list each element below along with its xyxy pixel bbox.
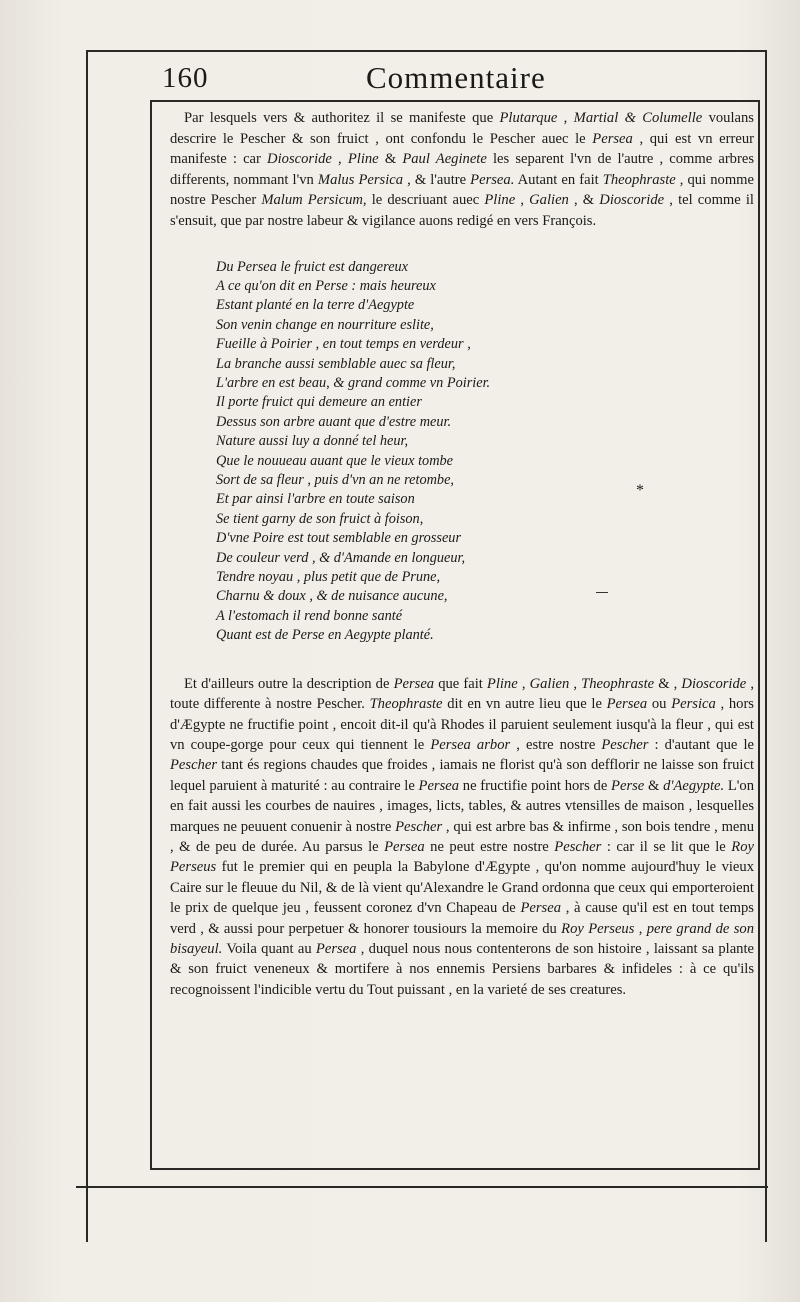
paragraph-2-italic: Roy Perseus (170, 838, 754, 876)
header-rule (150, 100, 760, 102)
paragraph-1-italic: Paul Aeginete (402, 151, 487, 168)
paragraph-1-italic: Dioscoride (267, 151, 332, 168)
paragraph-2-italic: Perse (611, 777, 645, 794)
poem-line: Quant est de Perse en Aegypte planté. (216, 627, 434, 644)
paragraph-2-italic: Persea (418, 777, 460, 794)
paragraph-2-italic: Galien (529, 675, 570, 692)
running-head: Commentaire (366, 60, 546, 95)
paragraph-1-italic: Pline (484, 192, 516, 209)
poem-line: Tendre noyau , plus petit que de Prune, (216, 569, 441, 586)
paragraph-2-italic: Persea arbor (430, 736, 511, 753)
paragraph-2-italic: Persica (671, 696, 716, 713)
poem-line: Son venin change en nourriture eslite, (216, 316, 434, 333)
inner-frame-bottom (150, 1168, 760, 1170)
paragraph-1-italic: Martial & Columelle (573, 110, 703, 126)
poem-line: Dessus son arbre auant que d'estre meur. (216, 413, 452, 430)
inner-frame-left (150, 100, 152, 1170)
paragraph-2-italic: d'Aegypte. (663, 777, 725, 794)
paragraph-1: Par lesquels vers & authoritez il se manifeste que Plutarque , Martial & Columelle voulans descrire le Pescher & son fruict , ont confondu le Pescher auec le Persea , qui est vn erreur manifeste : car Dioscoride , Pline & Paul Aeginete les separent l'vn de l'autre , comme arbres differents, nommant l'vn Malus Persica , & l'autre Persea. Autant en fait Theophraste , qui nomme nostre Pescher Malum Persicum, le descriuant auec Pline , Galien , & Dioscoride , tel comme il s'ensuit, que par nostre labeur & vigilance auons redigé en vers François. (170, 110, 755, 229)
poem-line: La branche aussi semblable auec sa fleur, (216, 355, 456, 372)
paragraph-2-italic: Persea (606, 696, 648, 713)
poem-line: Estant planté en la terre d'Aegypte (216, 297, 415, 314)
poem-line: Se tient garny de son fruict à foison, (216, 510, 424, 527)
outer-frame-bottom (76, 1186, 768, 1188)
paragraph-1-italic: Persea (592, 130, 633, 147)
page-header (150, 58, 760, 100)
poem-block (216, 258, 754, 646)
poem-line: D'vne Poire est tout semblable en grosseur (216, 530, 462, 547)
inner-frame-right (758, 100, 760, 1170)
poem-line: Il porte fruict qui demeure an entier (216, 394, 422, 411)
paragraph-1-italic: Malus Persica (317, 171, 404, 188)
paragraph-2-italic: Persea (315, 940, 357, 957)
paragraph-1-italic: Plutarque (499, 110, 558, 126)
paragraph-2-italic: Pescher (395, 818, 443, 835)
paragraph-2-italic: Persea (393, 675, 435, 692)
outer-frame-left (86, 50, 88, 1242)
paragraph-2-italic: Pescher (601, 736, 649, 753)
poem-line: Que le nouueau auant que le vieux tombe (216, 452, 454, 469)
poem-line: Et par ainsi l'arbre en toute saison (216, 491, 415, 508)
poem-line: Du Persea le fruict est dangereux (216, 258, 409, 275)
paragraph-2-italic: Pescher (554, 838, 602, 855)
paragraph-2-italic: Roy Perseus (561, 920, 635, 937)
poem-line: De couleur verd , & d'Amande en longueur, (216, 549, 466, 566)
outer-frame-right (765, 50, 767, 1242)
paragraph-1-italic: Pline (347, 151, 379, 168)
poem-line: Fueille à Poirier , en tout temps en verdeur , (216, 336, 471, 353)
poem-line: Sort de sa fleur , puis d'vn an ne retombe, (216, 472, 454, 489)
paragraph-2-italic: Theophraste (369, 696, 443, 713)
paragraph-2-italic: Pline (486, 675, 518, 692)
paragraph-2-italic: Persea (520, 900, 562, 917)
paragraph-2: Et d'ailleurs outre la description de Persea que fait Pline , Galien , Theophraste & , Dioscoride , toute differente à nostre Pescher. Theophraste dit en vn autre lieu que le Persea ou Persica , hors d'Ægypte ne fructifie point , encoit dit-il qu'à Rhodes il paruient seulement iusqu'à la fleur , qui est vn coupe-gorge pour ceux qui tiennent le Persea arbor , estre nostre Pescher : d'autant que le Pescher tant és regions chaudes que froides , iamais ne florist qu'à son defflorir ne laisse son fruict lequel paruient à maturité : au contraire le Persea ne fructifie point hors de Perse & d'Aegypte. L'on en fait aussi les courbes de nauires , images, licts, tables, & autres vtensilles de maison , lesquelles marques ne peuuent conuenir à nostre Pescher , qui est arbre bas & infirme , son bois tendre , menu , & de peu de durée. Au parsus le Persea ne peut estre nostre Pescher : car il se lit que le Roy Perseus fut le premier qui en peupla la Babylone d'Ægypte , qu'on nomme aujourd'huy le vieux Caire sur le fleuue du Nil, & de là vient qu'Alexandre le Grand ordonna que ceux qui emporteroient le prix de quelque jeu , feussent coronez d'vn Chapeau de Persea , à cause qu'il est en tout temps verd , & aussi pour perpetuer & honorer tousiours la memoire du Roy Perseus , pere grand de son bisayeul. Voila quant au Persea , duquel nous nous contenterons de son histoire , laissant sa plante & son fruict veneneux & mortifere à nos ennemis Persiens barbares & infideles : à ce qu'ils recognoissent l'indicible vertu du Tout puissant , en la varieté de ses creatures. (170, 675, 755, 998)
paragraph-1-italic: Galien (529, 192, 569, 209)
page-number: 160 (162, 62, 209, 94)
text-block (170, 108, 754, 1000)
poem-line: L'arbre en est beau, & grand comme vn Poirier. (216, 375, 491, 391)
poem-line: A ce qu'on dit en Perse : mais heureux (216, 277, 436, 294)
paragraph-2-italic: Pescher (170, 757, 218, 774)
paragraph-2-italic: pere grand de son bisayeul. (170, 920, 755, 957)
poem-line: Nature aussi luy a donné tel heur, (216, 433, 409, 450)
paragraph-1-italic: Theophraste (602, 171, 676, 188)
margin-dash (596, 592, 608, 593)
poem-line: Charnu & doux , & de nuisance aucune, (216, 588, 448, 605)
paragraph-1-italic: Malum Persicum, (261, 192, 367, 209)
paragraph-1-italic: Dioscoride (599, 192, 665, 209)
poem-line: A l'estomach il rend bonne santé (216, 607, 403, 624)
outer-frame-top (86, 50, 766, 52)
paragraph-2-italic: Theophraste (581, 675, 655, 692)
asterisk-mark: * (636, 482, 644, 499)
paragraph-1-italic: Persea. (470, 171, 515, 188)
paragraph-2-italic: Dioscoride (681, 675, 747, 692)
paragraph-2-italic: Persea (384, 838, 425, 855)
